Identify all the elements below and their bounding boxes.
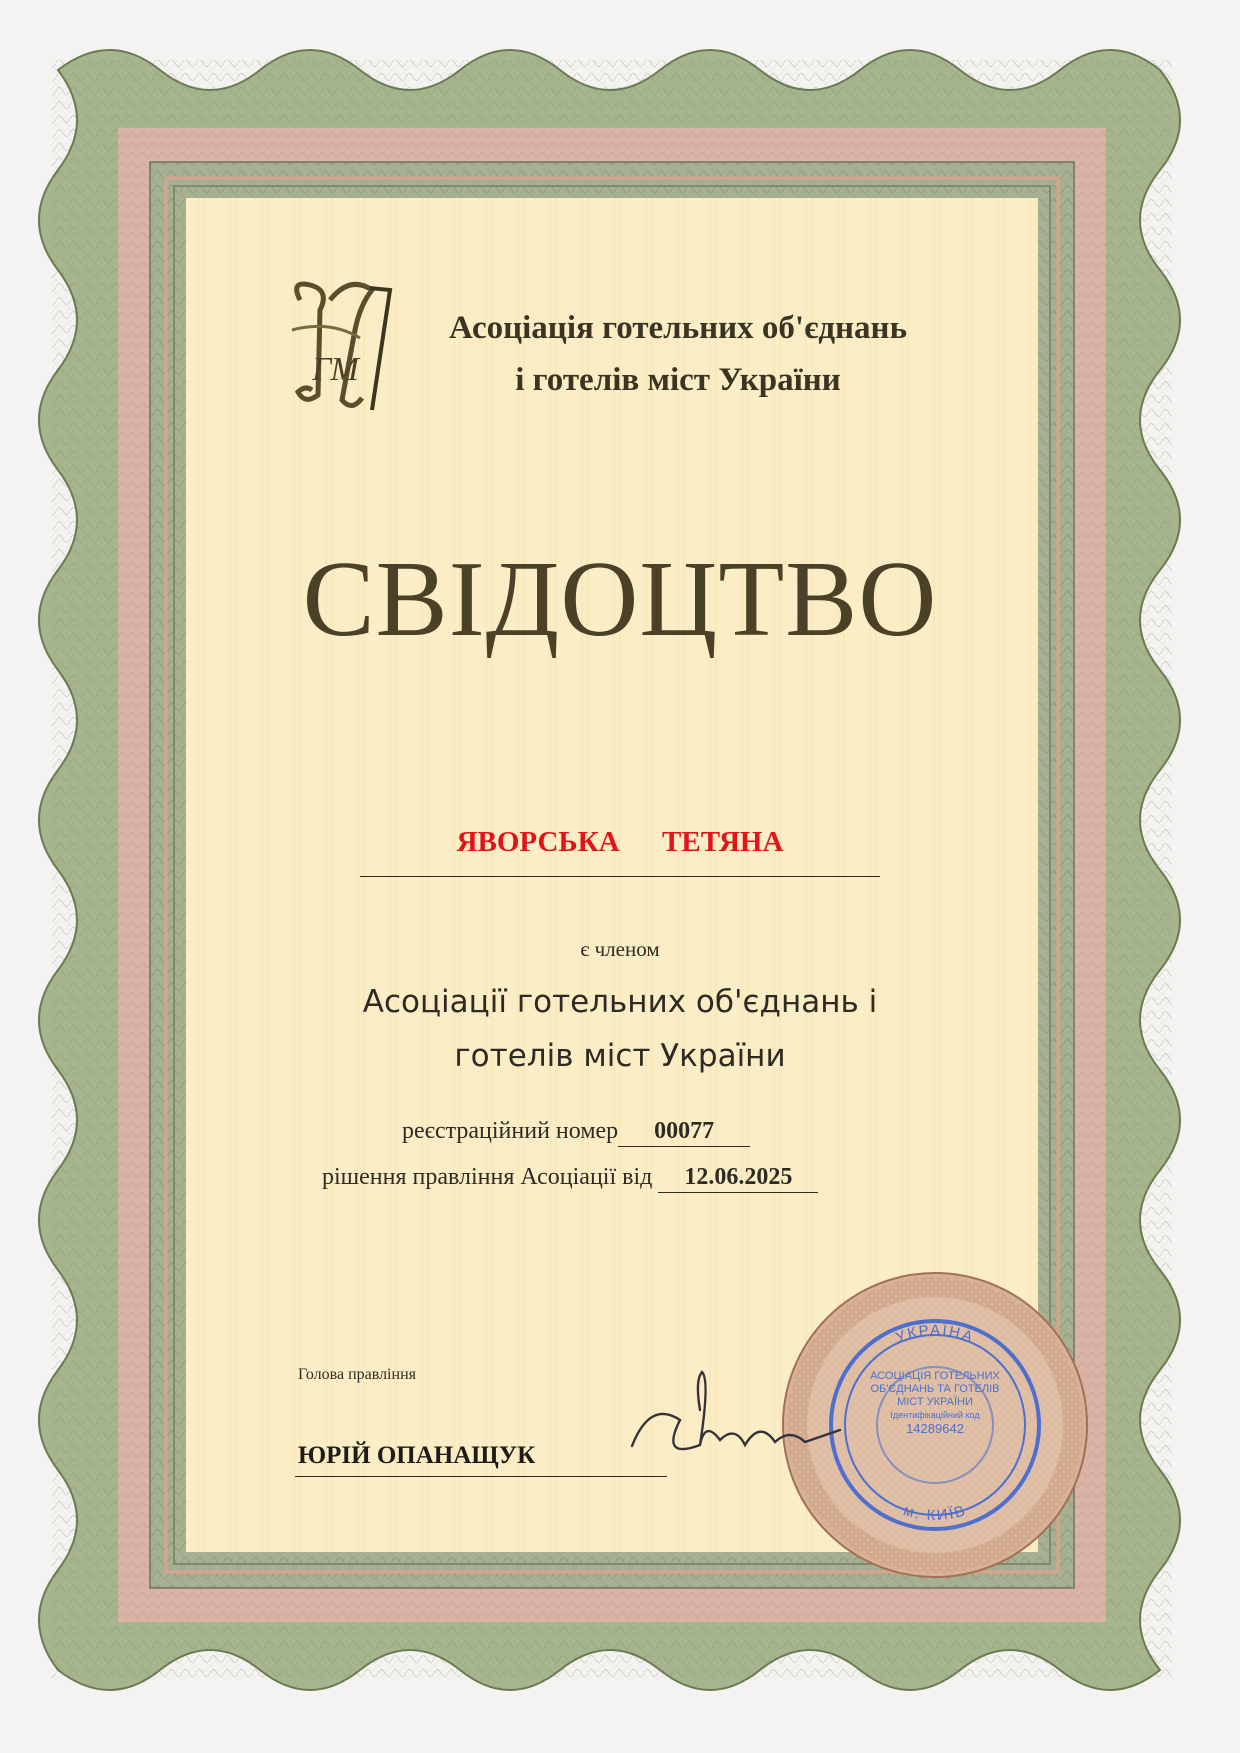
signatory-position: Голова правління	[298, 1366, 416, 1383]
holder-name: ЯВОРСЬКА ТЕТЯНА	[456, 826, 784, 858]
member-org-line-1: Асоціації готельних об'єднань і	[362, 984, 878, 1020]
stamp-organization: АСОЦІАЦІЯ ГОТЕЛЬНИХ ОБ'ЄДНАНЬ ТА ГОТЕЛІВ МІСТ УКРАЇНИ	[870, 1370, 1000, 1408]
certificate-title: СВІДОЦТВО	[302, 540, 938, 659]
membership-text: є членом	[580, 937, 660, 961]
signatory-name: ЮРІЙ ОПАНАЩУК	[298, 1442, 536, 1469]
stamp-id-label: Ідентифікаційний код	[890, 1410, 980, 1420]
header-line-1: Асоціація готельних об'єднань	[448, 310, 908, 346]
svg-text:ГМ: ГМ	[312, 351, 359, 388]
stamp-id-code: 14289642	[906, 1421, 964, 1436]
decision-date: 12.06.2025	[658, 1162, 818, 1193]
svg-text:УКРАЇНА	[893, 1322, 976, 1347]
decision-label: рішення правління Асоціації від	[322, 1164, 653, 1190]
registration-label: реєстраційний номер	[402, 1118, 619, 1144]
svg-text:м. КИЇВ	[901, 1502, 968, 1524]
stamp-city: м. КИЇВ	[901, 1501, 969, 1525]
header-line-2: і готелів міст України	[515, 362, 841, 398]
member-org-line-2: готелів міст України	[454, 1038, 786, 1074]
registration-number: 00077	[618, 1116, 750, 1147]
stamp-country: УКРАЇНА	[893, 1321, 977, 1347]
